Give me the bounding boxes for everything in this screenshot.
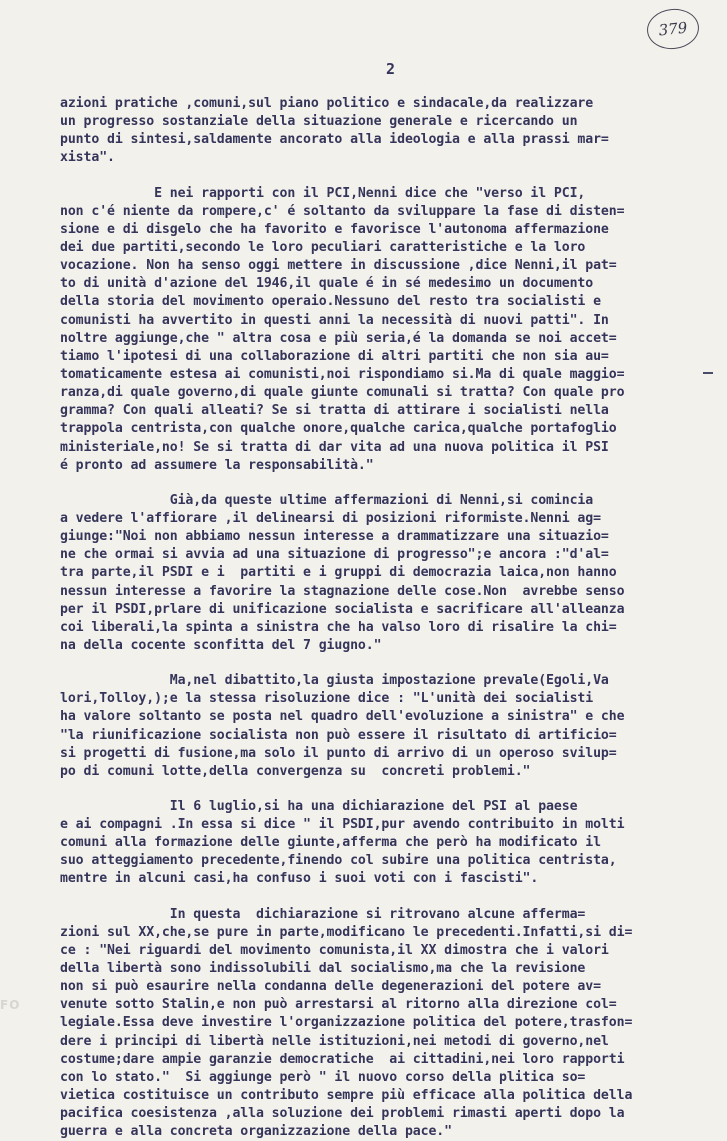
text-line: gramma? Con quali alleati? Se si tratta di attirare i socialisti nella [60,403,609,419]
text-line: ne che ormai si avvia ad una situazione di progresso";e ancora :"d'al= [60,547,609,563]
paragraph-gap [60,781,712,798]
text-line: noltre aggiunge,che " altra cosa e più seria,é la domanda se noi accet= [60,330,617,346]
text-line: In questa dichiarazione si ritrovano alcune afferma= [60,906,586,922]
text-line: guerra e alla concreta organizzazione della pace." [60,1124,452,1140]
text-line: dere i principi di libertà nelle istituzioni,nei metodi di governo,nel [60,1033,609,1049]
text-line: Già,da queste ultime affermazioni di Nenni,si comincia [60,492,594,508]
text-line: sione e di disgelo che ha favorito e favorisce l'autonoma affermazione [60,221,609,237]
text-line: tra parte,il PSDI e i partiti e i gruppi di democrazia laica,non hanno [60,565,617,581]
text-line: trappola centrista,con qualche onore,qualche carica,qualche portafoglio [60,421,617,437]
text-line: ce : "Nei riguardi del movimento comunista,il XX dimostra che i valori [60,942,609,958]
paragraph-gap [60,475,712,492]
text-line: punto di sintesi,saldamente ancorato alla ideologia e alla prassi mar= [60,132,609,148]
text-line: per il PSDI,prlare di unificazione socialista e sacrificare all'alleanza [60,601,625,617]
text-line: comunisti ha avvertito in questi anni la necessità di nuovi patti". In [60,312,609,328]
paragraph-gap [60,168,712,185]
text-line: lori,Tolloy,);e la stessa risoluzione dice : "L'unità dei socialisti [60,691,594,707]
text-line: dei due partiti,secondo le loro peculiari caratteristiche e la loro [60,239,586,255]
text-line: venute sotto Stalin,e non può arrestarsi al ritorno alla direzione col= [60,997,617,1013]
text-line: a vedere l'affiorare ,il delinearsi di posizioni riformiste.Nenni ag= [60,510,601,526]
text-line: Ma,nel dibattito,la giusta impostazione prevale(Egoli,Va [60,673,609,689]
text-line: azioni pratiche ,comuni,sul piano politico e sindacale,da realizzare [60,96,594,111]
text-line: legiale.Essa deve investire l'organizzazione politica del potere,trasfon= [60,1015,633,1031]
text-line: E nei rapporti con il PCI,Nenni dice che "verso il PCI, [60,185,586,201]
text-line: Il 6 luglio,si ha una dichiarazione del PSI al paese [60,798,578,814]
paragraph-gap [60,655,712,672]
text-line: zioni sul XX,che,se pure in parte,modificano le precedenti.Infatti,si di= [60,924,633,940]
text-line: ha valore soltanto se posta nel quadro dell'evoluzione a sinistra" e che [60,709,625,725]
paragraph-gap [60,889,712,906]
text-line: con lo stato." Si aggiunge però " il nuovo corso della plitica so= [60,1069,586,1085]
text-line: nessun interesse a favorire la stagnazione delle cose.Non avrebbe senso [60,583,625,599]
text-line: pacifica coesistenza ,alla soluzione dei problemi rimasti aperti dopo la [60,1106,625,1122]
archive-number-stamp: 379 [645,6,701,51]
text-line: mentre in alcuni casi,ha confuso i suoi voti con i fascisti". [60,871,539,887]
text-line: ministeriale,no! Se si tratta di dar vita ad una nuova politica il PSI [60,439,609,455]
text-line: na della cocente sconfitta del 7 giugno." [60,637,382,653]
text-line: tomaticamente estesa ai comunisti,noi rispondiamo si.Ma di quale maggio= [60,366,625,382]
text-line: costume;dare ampie garanzie democratiche ai cittadini,nei loro rapporti [60,1051,625,1067]
text-line: giunge:"Noi non abbiamo nessun interesse a drammatizzare una situazio= [60,529,609,545]
archive-watermark: FO [0,998,21,1012]
page-number: 2 [386,60,396,78]
text-line: della libertà sono indissolubili dal socialismo,ma che la revisione [60,961,586,977]
text-line: coi liberali,la spinta a sinistra che ha valso loro di risalire la chi= [60,619,617,635]
text-line: vocazione. Non ha senso oggi mettere in discussione ,dice Nenni,il pat= [60,258,617,274]
text-line: si progetti di fusione,ma solo il punto di arrivo di un operoso svilup= [60,745,617,761]
text-line: po di comuni lotte,della convergenza su concreti problemi." [60,763,531,779]
text-line: suo atteggiamento precedente,finendo col subire una politica centrista, [60,853,617,869]
document-body [60,95,712,1141]
text-line: é pronto ad assumere la responsabilità." [60,457,374,473]
text-line: non si può esaurire nella condanna delle degenerazioni del potere av= [60,979,601,995]
text-line: xista". [60,150,115,166]
text-line: tiamo l'ipotesi di una collaborazione di altri partiti che non sia au= [60,348,609,364]
text-line: non c'é niente da rompere,c' é soltanto da sviluppare la fase di disten= [60,203,625,219]
text-line: ranza,di quale governo,di quale giunte comunali si tratta? Con quale pro [60,385,625,401]
text-line: comuni alla formazione delle giunte,afferma che però ha modificato il [60,835,601,851]
text-line: e ai compagni .In essa si dice " il PSDI,pur avendo contribuito in molti [60,817,625,833]
text-line: to di unità d'azione del 1946,il quale é in sé medesimo un documento [60,276,594,292]
text-line: della storia del movimento operaio.Nessuno del resto tra socialisti e [60,294,601,310]
text-line: un progresso sostanziale della situazione generale e ricercando un [60,114,578,130]
text-line: "la riunificazione socialista non può essere il risultato di artificio= [60,727,617,743]
text-line: vietica costituisce un contributo sempre più efficace alla politica della [60,1088,633,1104]
